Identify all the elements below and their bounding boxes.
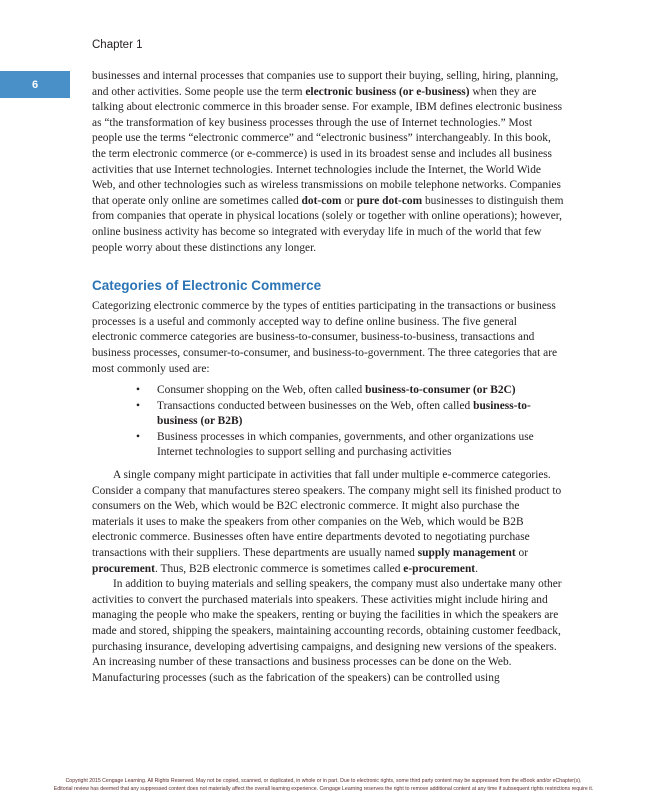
text-run: or — [515, 547, 529, 560]
text-run: . Thus, B2B electronic commerce is sometimes called — [154, 562, 404, 575]
section-intro: Categorizing electronic commerce by the types of entities participating in the transactions or business processes is a useful and commonly accepted way to define online business. The five general electronic commerce categories are business-to-consumer, business-to-business, transactions and business processes, consumer-to-consumer, and business-to-government. The three categories that are most commonly used are: — [92, 300, 558, 375]
list-item — [136, 399, 564, 430]
chapter-label: Chapter 1 — [92, 39, 143, 51]
copyright-footer — [0, 777, 647, 793]
term-b2c: business-to-consumer (or B2C) — [365, 384, 516, 397]
paragraph-e-business — [92, 69, 564, 256]
bullet-icon: • — [136, 399, 140, 412]
list-item-text: Consumer shopping on the Web, often called — [157, 384, 366, 397]
bullet-icon: • — [136, 430, 140, 443]
page-number-tab — [0, 71, 70, 98]
paragraph-other-activities: In addition to buying materials and selling speakers, the company must also undertake many other activities to convert the purchased materials into speakers. These activities might include hiring and managing the people who make the speakers, renting or buying the facilities in which the speakers are made and stored, shipping the speakers, maintaining accounting records, obtaining customer feedback, purchasing insurance, developing advertising campaigns, and designing new versions of the speakers. An increasing number of these transactions and business processes can be done on the Web. Manufacturing processes (such as the fabrication of the speakers) can be controlled using — [92, 578, 562, 684]
list-item — [136, 430, 564, 461]
term-dot-com: dot-com — [301, 194, 342, 207]
text-run: when they are talking about electronic commerce in this broader sense. For example, IBM defines electronic business as “the transformation of key business processes through the use of Internet technologies.” Most people use the terms “electronic commerce” and “electronic business” interchangeably. In this book, the term electronic commerce (or e-commerce) is used in its broadest sense and includes all business activities that use Internet technologies. Internet technologies include the Internet, the World Wide Web, and other technologies such as wireless transmissions on mobile telephone networks. Companies that operate only online are sometimes called — [92, 85, 563, 207]
text-run: . — [475, 562, 478, 575]
paragraph-single-company — [92, 468, 564, 577]
page-number: 6 — [31, 78, 39, 91]
list-item-text: Business processes in which companies, governments, and other organizations use Internet technologies to support selling and purchasing activities — [157, 430, 534, 459]
term-pure-dot-com: pure dot-com — [356, 194, 423, 207]
term-procurement: procurement — [92, 562, 155, 575]
list-item-text: Transactions conducted between businesses on the Web, often called — [157, 399, 474, 412]
list-item — [136, 383, 564, 399]
section-heading: Categories of Electronic Commerce — [92, 278, 322, 294]
copyright-line: Copyright 2015 Cengage Learning. All Rights Reserved. May not be copied, scanned, or duplicated, in whole or in part. Due to electronic rights, some third party content may be suppressed from the eBook and/or eChapter(s). — [65, 778, 582, 784]
term-e-procurement: e-procurement — [403, 562, 476, 575]
text-run: businesses to distinguish them from companies that operate in physical locations (solely or together with online operations); however, online business activity has become so integrated with everyday life in much of the world that few people worry about these distinctions any longer. — [92, 194, 564, 254]
editorial-line: Editorial review has deemed that any suppressed content does not materially affect the overall learning experience. Cengage Learning reserves the right to remove additional content at any time if subsequent rights restrictions require it. — [53, 786, 594, 792]
term-electronic-business: electronic business (or e-business) — [305, 85, 470, 98]
text-run: businesses and internal processes that companies use to support their buying, selling, hiring, planning, and other activities. Some people use the term — [92, 70, 559, 98]
text-run: or — [341, 194, 357, 207]
page-body — [92, 69, 564, 686]
term-supply-management: supply management — [417, 547, 516, 560]
bullet-icon: • — [136, 384, 140, 397]
term-b2b: business-to-business (or B2B) — [157, 399, 531, 428]
text-run: A single company might participate in activities that fall under multiple e-commerce categories. Consider a company that manufactures stereo speakers. The company might sell its finished product to consumers on the Web, which would be B2C electronic commerce. It might also purchase the materials it uses to make the speakers from other companies on the Web, which would be B2B electronic commerce. Businesses often have entire departments devoted to negotiating purchase transactions with their suppliers. These departments are usually named — [92, 469, 562, 560]
category-list — [92, 383, 564, 461]
